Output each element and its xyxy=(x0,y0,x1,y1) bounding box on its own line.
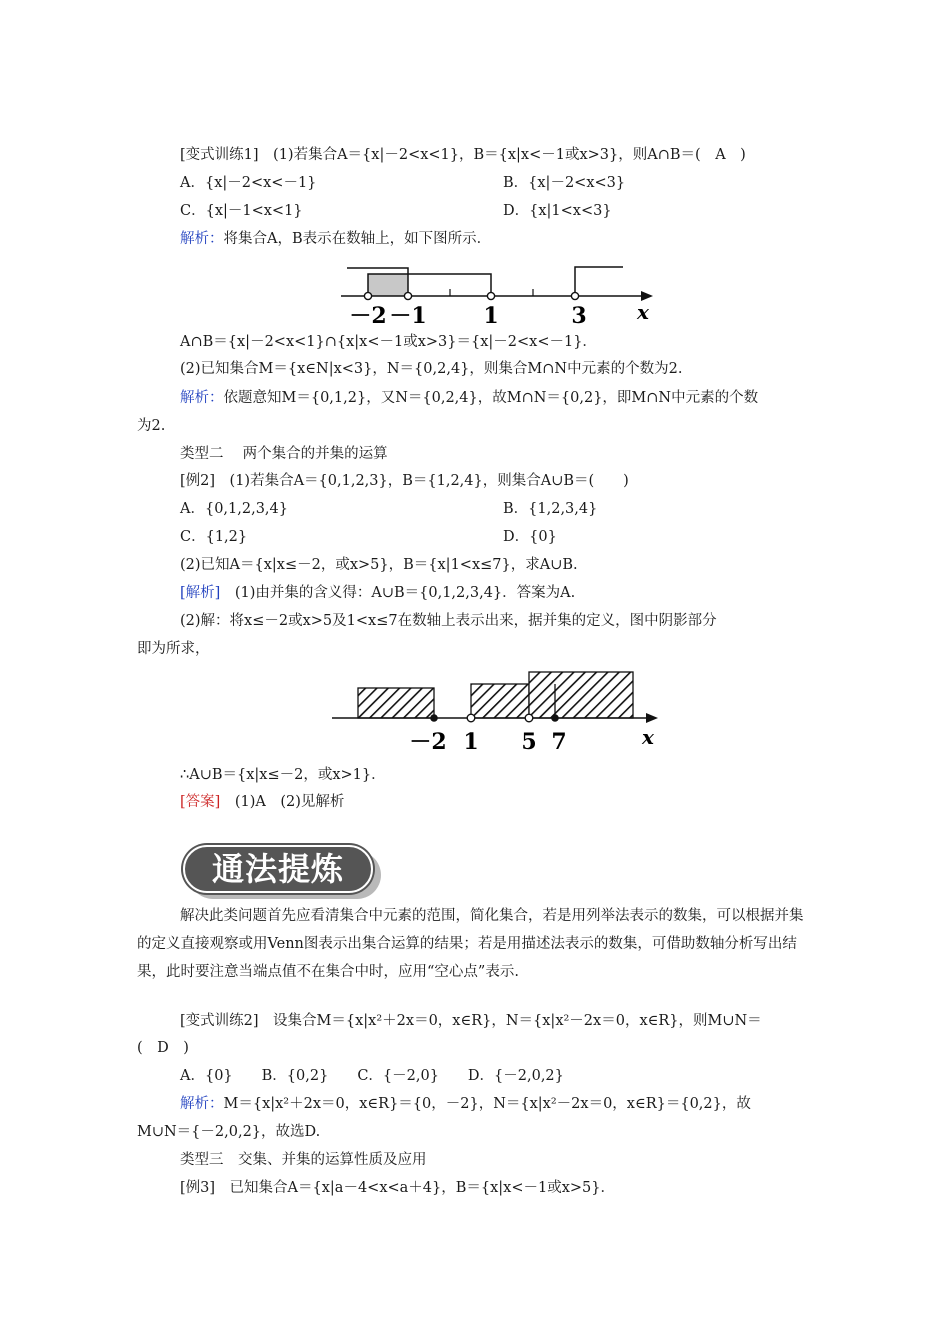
exercise1-result: A∩B＝{x|－2<x<1}∩{x|x<－1或x>3}＝{x|－2<x<－1}． xyxy=(180,334,597,350)
open-point-1 xyxy=(487,292,494,299)
intersection-shade xyxy=(368,274,408,296)
axis-label: 1 xyxy=(483,303,499,326)
analysis-text: 依题意知M＝{0,1,2}，又N＝{0,2,4}，故M∩N＝{0,2}，即M∩N中元素的个数 xyxy=(223,390,759,406)
open-point-neg2 xyxy=(364,292,371,299)
exercise1-option-b: B．{x|－2<x<3} xyxy=(503,175,626,191)
axis-label: 7 xyxy=(551,729,567,752)
answer-label: [答案] xyxy=(180,794,221,810)
example2-stem: [例2] (1)若集合A＝{0,1,2,3}，B＝{1,2,4}，则集合A∪B＝( ) xyxy=(180,473,629,489)
example2-option-b: B．{1,2,3,4} xyxy=(503,501,598,517)
exercise2-analysis xyxy=(180,1095,751,1113)
analysis-label: 解析： xyxy=(180,231,224,247)
open-point-neg1 xyxy=(404,292,411,299)
example2-part2-line1: (2)解：将x≤－2或x>5及1<x≤7在数轴上表示出来，据并集的定义，图中阴影部分 xyxy=(180,613,717,629)
method-banner xyxy=(183,845,383,901)
set-b-hatched xyxy=(471,684,529,718)
open-point-5 xyxy=(525,714,533,722)
exercise2-stem-cont: ( D ) xyxy=(137,1040,189,1056)
exercise1-stem: [变式训练1] (1)若集合A＝{x|－2<x<1}，B＝{x|x<－1或x>3}，则A∩B＝( A ) xyxy=(180,147,746,163)
analysis-text: (1)由并集的含义得：A∪B＝{0,1,2,3,4}．答案为A. xyxy=(220,585,576,601)
exercise1-option-a: A．{x|－2<x<－1} xyxy=(180,175,317,191)
example2-analysis xyxy=(180,584,575,602)
axis-variable: x xyxy=(637,300,649,324)
example2-answer xyxy=(180,793,344,811)
analysis-label: [解析] xyxy=(180,585,221,601)
example2-option-c: C．{1,2} xyxy=(180,529,248,545)
closed-point-7 xyxy=(551,714,559,722)
exercise1-q2-analysis-cont: 为2. xyxy=(137,418,166,434)
set-a-left-hatched xyxy=(358,688,434,718)
analysis-text: 将集合A，B表示在数轴上，如下图所示． xyxy=(223,231,492,247)
example2-option-d: D．{0} xyxy=(503,529,557,545)
example2-option-a: A．{0,1,2,3,4} xyxy=(180,501,288,517)
axis-variable: x xyxy=(642,725,654,749)
axis-label: －2 xyxy=(409,729,447,752)
axis-label: 3 xyxy=(571,303,587,326)
open-point-1 xyxy=(467,714,475,722)
set-b-right-bracket xyxy=(575,267,623,296)
exercise2-options: A．{0} B．{0,2} C．{－2,0} D．{－2,0,2} xyxy=(180,1068,564,1084)
axis-label: －2 xyxy=(349,303,387,326)
exercise1-option-c: C．{x|－1<x<1} xyxy=(180,203,303,219)
example2-part2-line2: 即为所求， xyxy=(137,641,210,657)
set-a-right-hatched xyxy=(529,672,633,718)
number-line-figure-1 xyxy=(335,262,665,326)
analysis-label: 解析： xyxy=(180,1096,224,1112)
exercise1-q2-analysis xyxy=(180,389,758,407)
number-line-figure-2 xyxy=(330,666,670,752)
axis-label: －1 xyxy=(389,303,427,326)
type3-heading: 类型三 交集、并集的运算性质及应用 xyxy=(180,1152,427,1168)
type2-heading: 类型二 两个集合的并集的运算 xyxy=(180,446,388,462)
analysis-label: 解析： xyxy=(180,390,224,406)
method-title: 通法提炼 xyxy=(211,850,344,888)
example2-q2: (2)已知A＝{x|x≤－2，或x>5}，B＝{x|1<x≤7}，求A∪B. xyxy=(180,557,578,573)
exercise1-analysis xyxy=(180,230,491,248)
answer-text: (1)A (2)见解析 xyxy=(220,794,345,810)
analysis-text: M＝{x|x²＋2x＝0，x∈R}＝{0，－2}，N＝{x|x²－2x＝0，x∈R}＝{0,2}，故 xyxy=(223,1096,751,1112)
axis-label: 1 xyxy=(463,729,479,752)
axis-arrow-icon xyxy=(646,713,658,723)
closed-point-neg2 xyxy=(430,714,438,722)
open-point-3 xyxy=(571,292,578,299)
exercise2-stem: [变式训练2] 设集合M＝{x|x²＋2x＝0，x∈R}，N＝{x|x²－2x＝0，x∈R}，则M∪N＝ xyxy=(180,1013,762,1029)
exercise2-analysis-cont: M∪N＝{－2,0,2}，故选D. xyxy=(137,1124,321,1140)
axis-label: 5 xyxy=(521,729,537,752)
example2-result: ∴A∪B＝{x|x≤－2，或x>1}． xyxy=(180,767,386,783)
exercise1-q2: (2)已知集合M＝{x∈N|x<3}，N＝{0,2,4}，则集合M∩N中元素的个数为2. xyxy=(180,361,683,377)
exercise1-option-d: D．{x|1<x<3} xyxy=(503,203,612,219)
method-paragraph: 解决此类问题首先应看清集合中元素的范围，简化集合，若是用列举法表示的数集，可以根据并集的定义直接观察或用Venn图表示出集合运算的结果；若是用描述法表示的数集，可借助数轴分析写出结果，此时要注意当端点值不在集合中时，应用“空心点”表示. xyxy=(137,908,804,980)
example3-stem: [例3] 已知集合A＝{x|a－4<x<a＋4}，B＝{x|x<－1或x>5}． xyxy=(180,1180,616,1196)
